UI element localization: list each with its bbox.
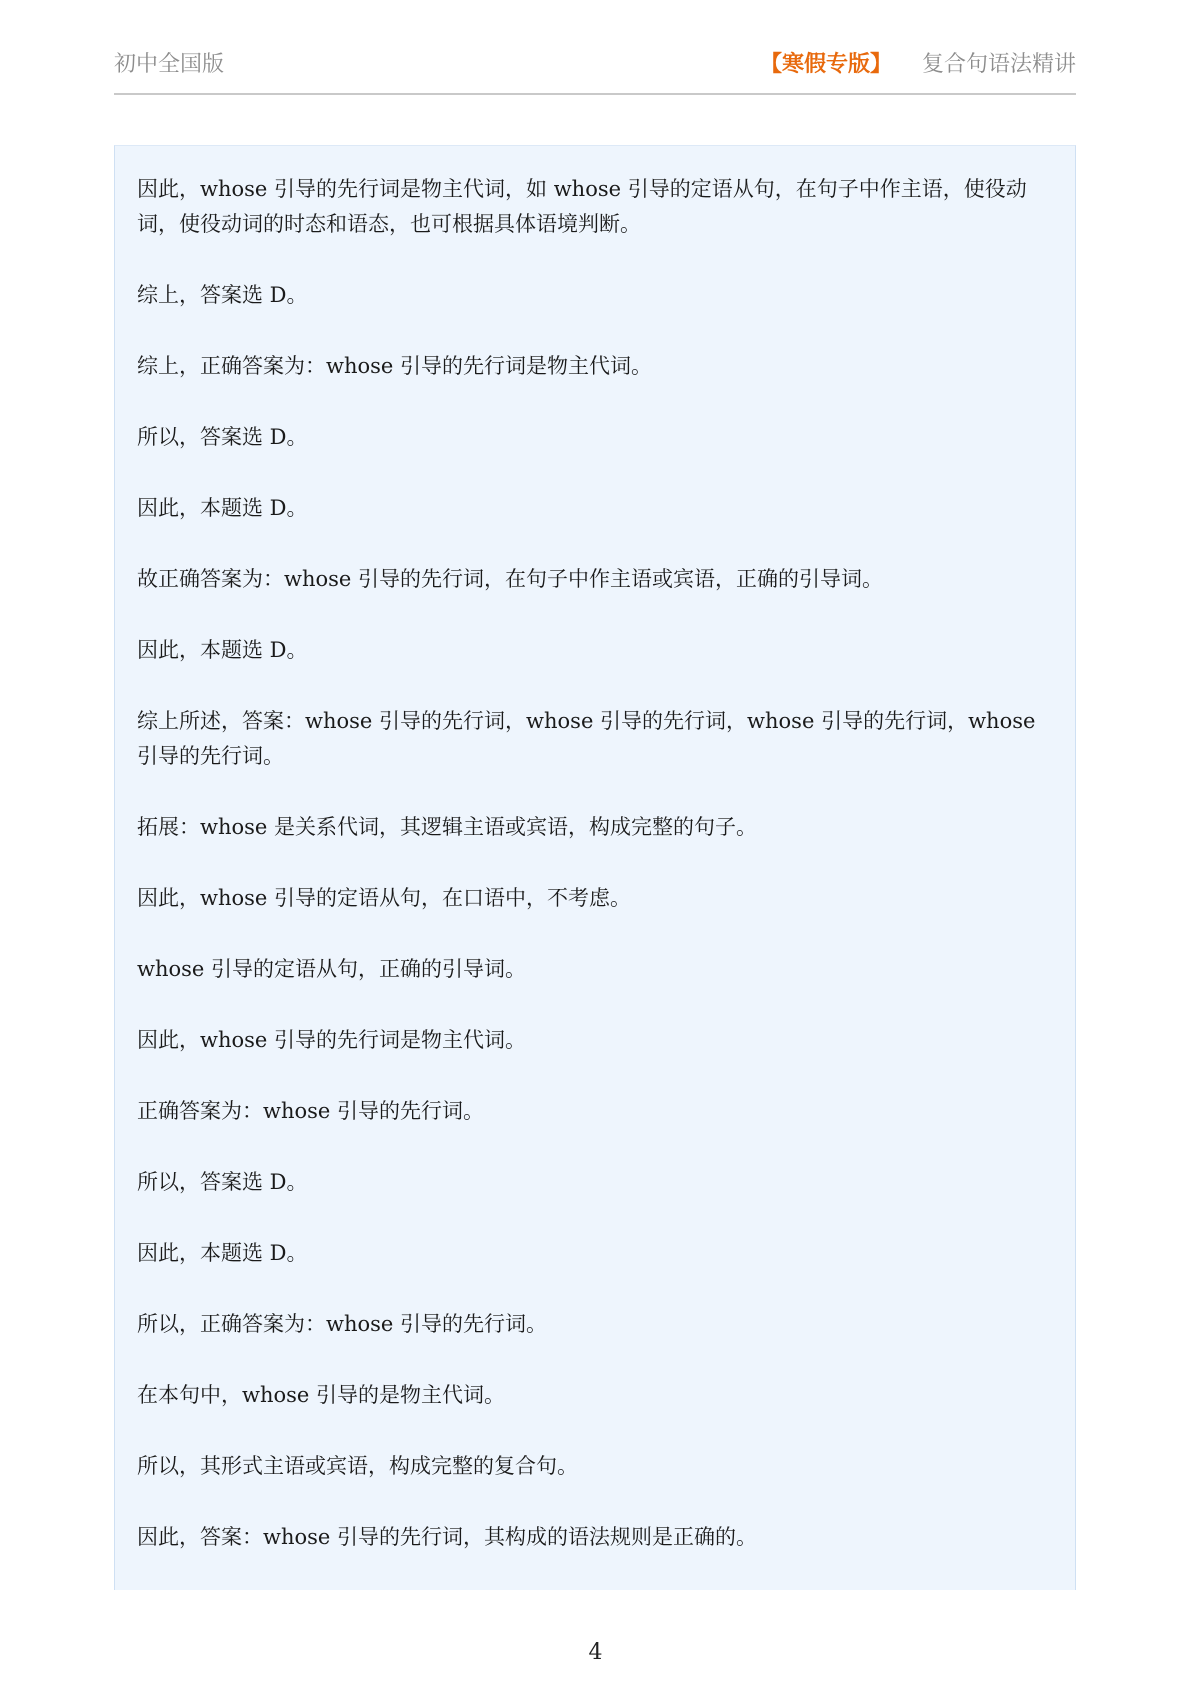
paragraph: 拓展：whose 是关系代词，其逻辑主语或宾语，构成完整的句子。 [137,815,758,839]
explanation-box [114,145,1076,1590]
paragraph: 因此，本题选 D。 [137,638,308,662]
paragraph: 因此，whose 引导的定语从句，在口语中，不考虑。 [137,886,632,910]
page-header [114,40,1076,95]
special-edition-badge: 【寒假专版】 [759,52,892,77]
paragraph: 所以，答案选 D。 [137,1170,308,1194]
paragraph: 因此，本题选 D。 [137,496,308,520]
paragraph: 因此，whose 引导的先行词是物主代词。 [137,1028,527,1052]
paragraph: 故正确答案为：whose 引导的先行词，在句子中作主语或宾语，正确的引导词。 [137,567,884,591]
paragraph: 综上所述，答案：whose 引导的先行词，whose 引导的先行词，whose 引导的先行词，whose 引导的先行词。 [137,709,1036,768]
document-title: 复合句语法精讲 [921,52,1076,77]
paragraph: 综上，答案选 D。 [137,283,308,307]
paragraph: 所以，其形式主语或宾语，构成完整的复合句。 [137,1454,578,1478]
paragraph: whose 引导的定语从句，正确的引导词。 [137,957,527,981]
page-number: 4 [588,1640,603,1665]
header-right [760,47,1076,78]
paragraph: 因此，答案：whose 引导的先行词，其构成的语法规则是正确的。 [137,1525,758,1549]
paragraph: 综上，正确答案为：whose 引导的先行词是物主代词。 [137,354,653,378]
paragraph: 在本句中，whose 引导的是物主代词。 [137,1383,506,1407]
paragraph: 所以，答案选 D。 [137,425,308,449]
paragraph: 所以，正确答案为：whose 引导的先行词。 [137,1312,548,1336]
edition-label: 初中全国版 [114,52,225,77]
paragraph: 因此，whose 引导的先行词是物主代词，如 whose 引导的定语从句，在句子中作主语，使役动词，使役动词的时态和语态，也可根据具体语境判断。 [137,177,1027,236]
paragraph: 因此，本题选 D。 [137,1241,308,1265]
paragraph: 正确答案为：whose 引导的先行词。 [137,1099,485,1123]
